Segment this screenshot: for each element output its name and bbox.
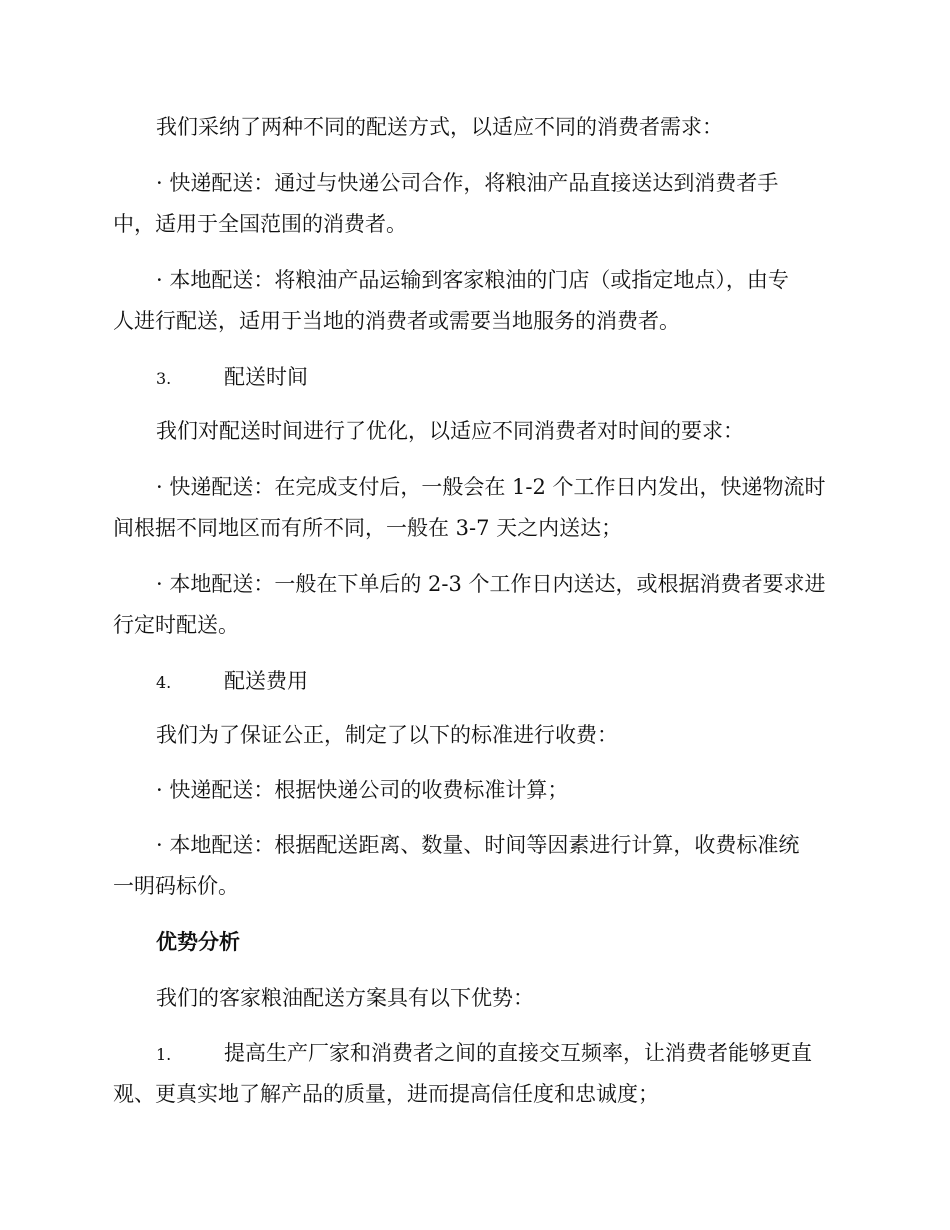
section-3-local-line-2: 行定时配送。 (113, 613, 239, 637)
local-method-line-1: · 本地配送：将粮油产品运输到客家粮油的门店（或指定地点），由专 (156, 268, 789, 292)
section-4-title: 配送费用 (224, 669, 308, 693)
section-3-number: 3. (156, 369, 172, 388)
section-4-intro: 我们为了保证公正，制定了以下的标准进行收费： (156, 723, 618, 747)
section-3-express-line-2: 间根据不同地区而有所不同，一般在 3-7 天之内送达； (113, 516, 623, 540)
section-4-local-line-2: 一明码标价。 (113, 874, 239, 898)
section-3-local-line-1: · 本地配送：一般在下单后的 2-3 个工作日内送达，或根据消费者要求进 (156, 572, 826, 596)
section-3-title: 配送时间 (224, 365, 308, 389)
advantages-item-1-line-1 (156, 1037, 812, 1071)
section-4-local-line-1: · 本地配送：根据配送距离、数量、时间等因素进行计算，收费标准统 (156, 833, 800, 857)
section-3-heading (156, 361, 308, 395)
section-3-intro: 我们对配送时间进行了优化，以适应不同消费者对时间的要求： (156, 419, 744, 443)
advantages-item-1-text: 提高生产厂家和消费者之间的直接交互频率，让消费者能够更直 (224, 1041, 812, 1065)
express-method-line-2: 中，适用于全国范围的消费者。 (113, 212, 407, 236)
section-4-heading (156, 665, 308, 699)
advantages-item-1-number: 1. (156, 1045, 172, 1064)
section-4-number: 4. (156, 673, 172, 692)
local-method-line-2: 人进行配送，适用于当地的消费者或需要当地服务的消费者。 (113, 309, 680, 333)
section-3-express-line-1: · 快递配送：在完成支付后，一般会在 1-2 个工作日内发出，快递物流时 (156, 475, 826, 499)
section-4-express-line-1: · 快递配送：根据快递公司的收费标准计算； (156, 778, 569, 802)
advantages-item-1-line-2: 观、更真实地了解产品的质量，进而提高信任度和忠诚度； (113, 1082, 659, 1106)
advantages-heading: 优势分析 (156, 930, 240, 954)
express-method-line-1: · 快递配送：通过与快递公司合作，将粮油产品直接送达到消费者手 (156, 171, 779, 195)
intro-methods-paragraph: 我们采纳了两种不同的配送方式，以适应不同的消费者需求： (156, 115, 723, 139)
advantages-intro: 我们的客家粮油配送方案具有以下优势： (156, 986, 534, 1010)
